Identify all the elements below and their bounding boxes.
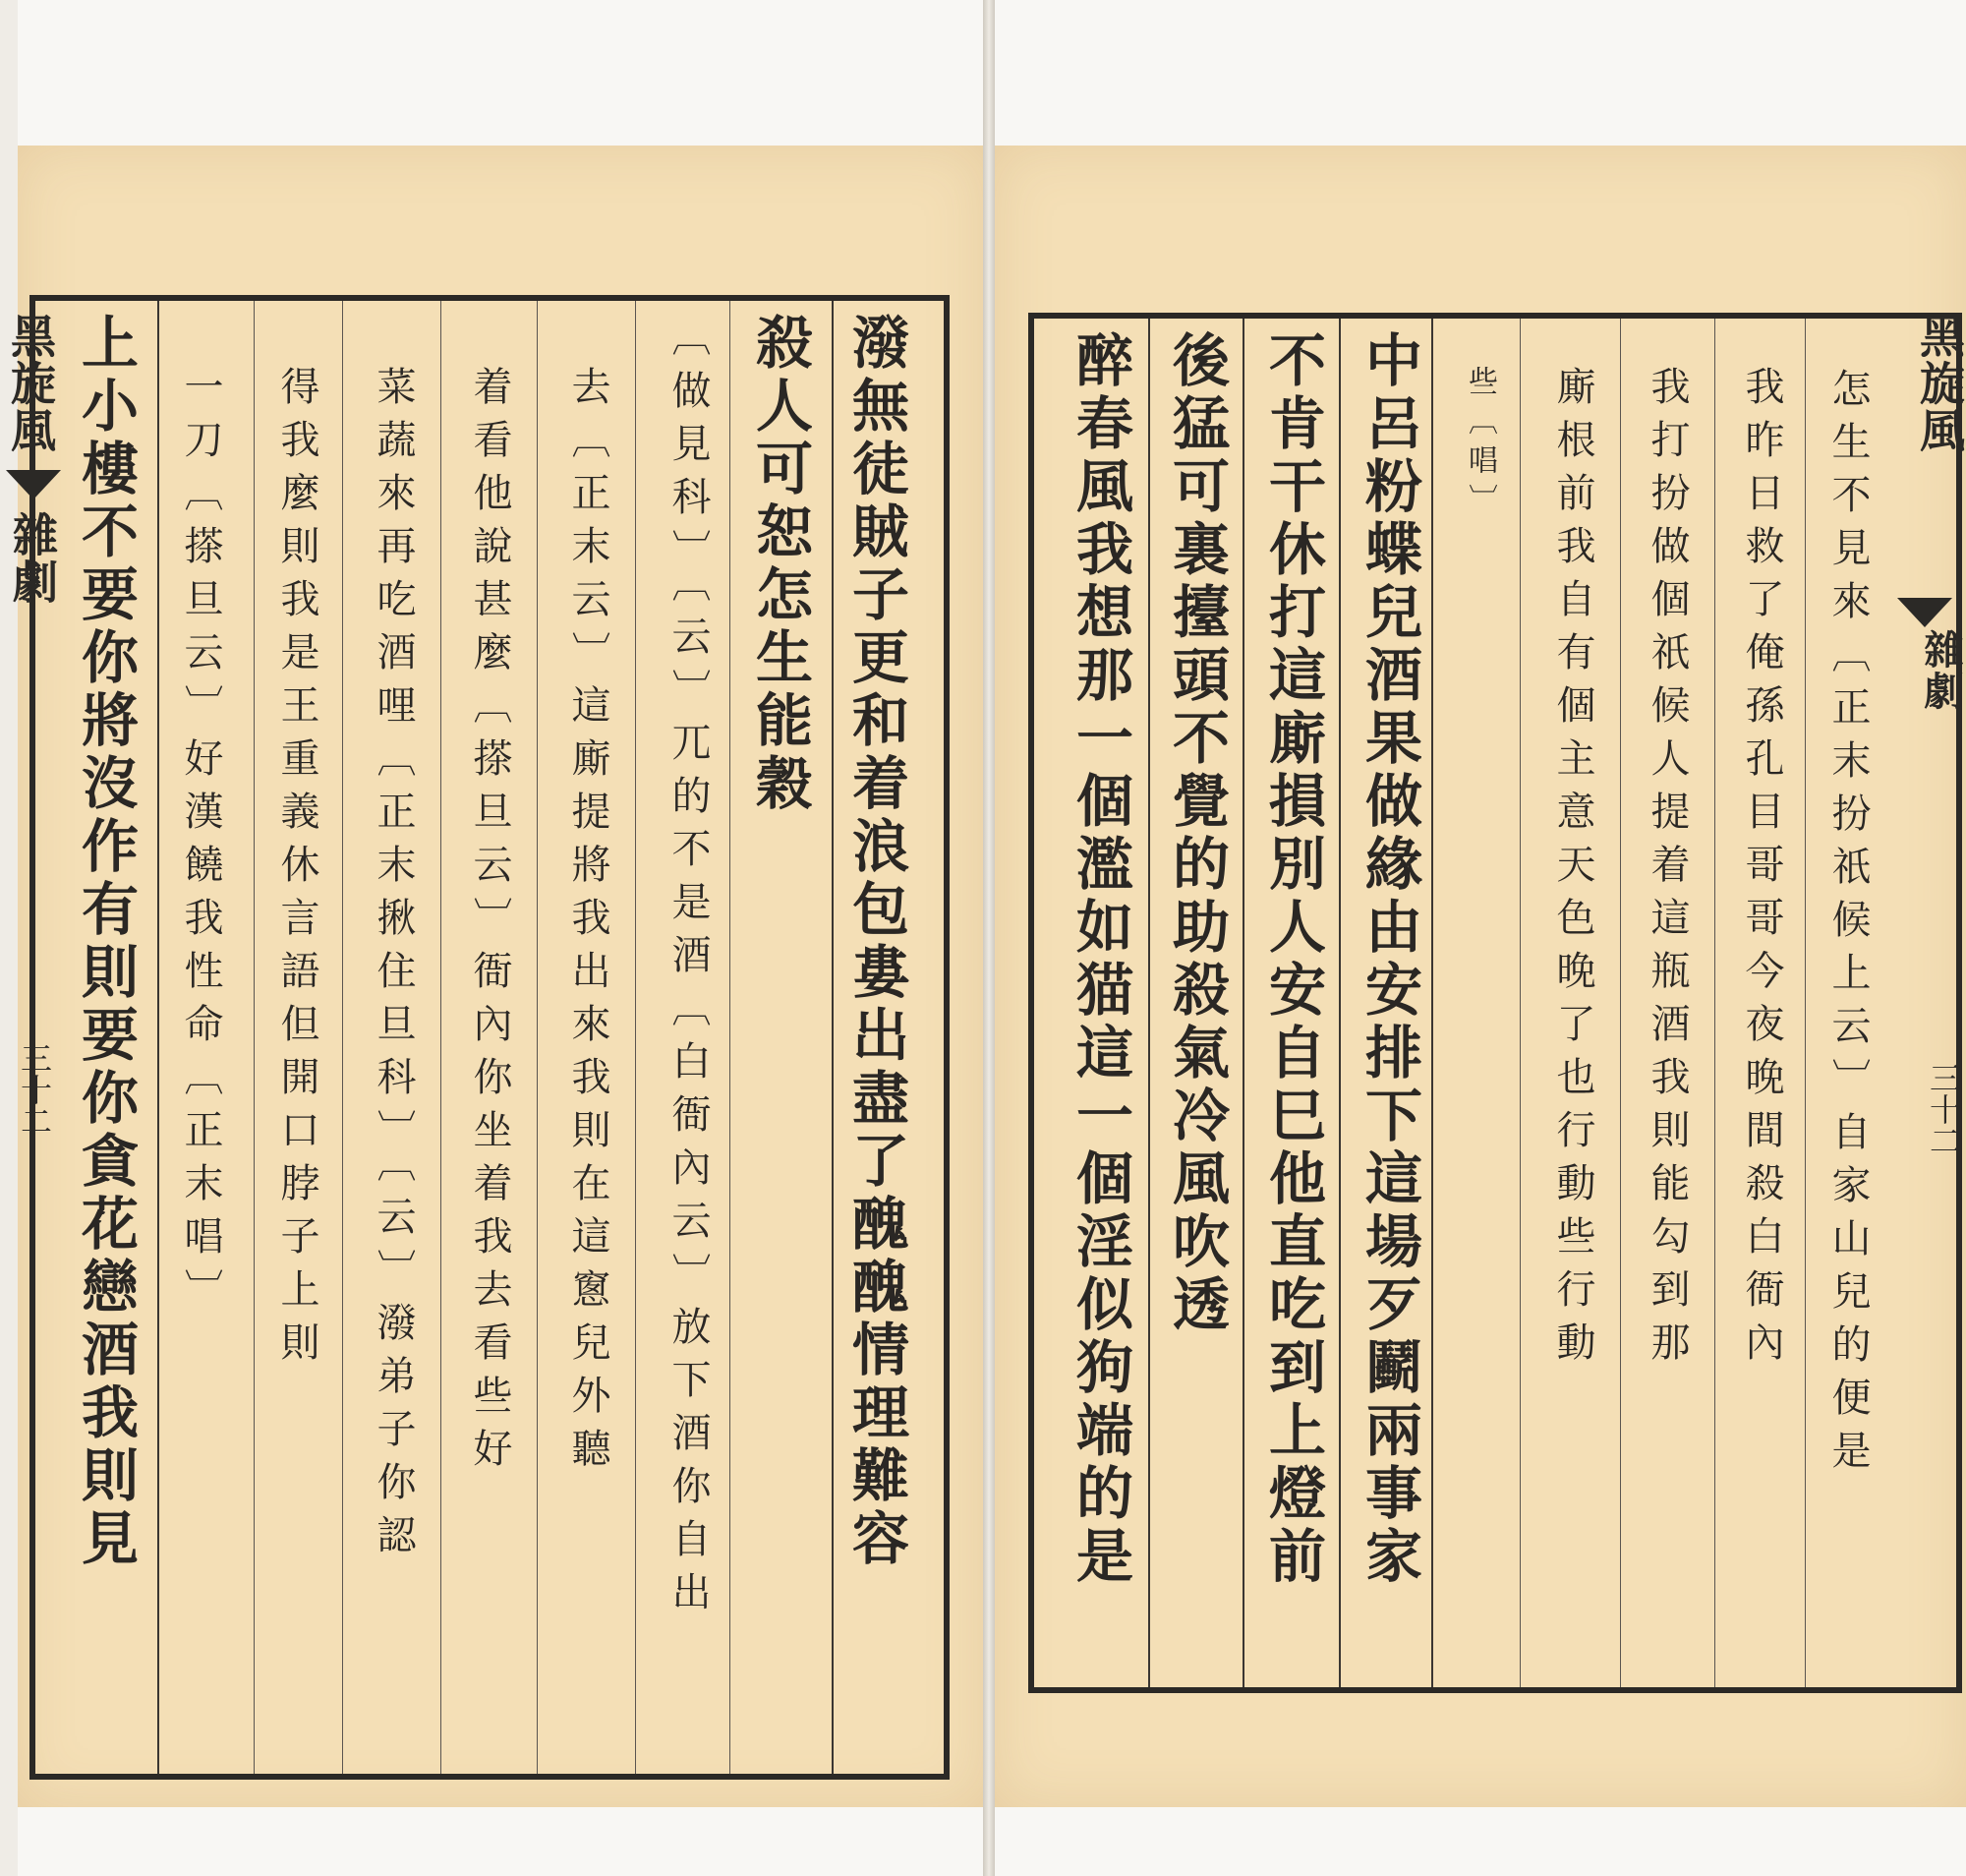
text-column: 着看他說甚麼〔搽旦云〕衙內你坐着我去看些好: [467, 366, 512, 1481]
page-number: 三十二: [16, 1042, 53, 1137]
margin-subtitle: 雜劇: [1918, 629, 1964, 712]
text-column: 一刀〔搽旦云〕好漢饒我性命〔正末唱〕: [178, 366, 223, 1321]
text-column: 殺人可恕怎生能穀: [746, 313, 813, 816]
text-column: 上小樓不要你將沒作有則要你貪花戀酒我則見: [72, 313, 139, 1571]
column-rule: [832, 301, 834, 1774]
column-rule: [440, 301, 441, 1774]
column-rule: [729, 301, 730, 1774]
text-column: 醉春風我想那一個濫如猫這一個淫似狗端的是: [1067, 330, 1133, 1589]
fish-tail-mark: [1897, 598, 1952, 627]
text-column: 得我麼則我是王重義休言語但開口脖子上則: [274, 366, 319, 1375]
column-rule: [1714, 319, 1715, 1687]
column-rule: [1805, 319, 1806, 1687]
column-rule: [254, 301, 255, 1774]
text-column: 不肯干休打這廝損別人安自巳他直吃到上燈前: [1259, 330, 1326, 1589]
column-rule: [1431, 319, 1433, 1687]
text-column: 我打扮做個祇候人提着這瓶酒我則能勾到那: [1645, 366, 1690, 1375]
text-column: 怎生不見來〔正末扮祇候上云〕自家山兒的便是: [1825, 368, 1871, 1483]
text-column: 潑無徒賊子更和着浪包婁出盡了醜醜情理難容: [842, 313, 909, 1571]
margin-title: 黑旋風: [1913, 313, 1966, 454]
column-rule: [1339, 319, 1341, 1687]
text-column: 些〔唱〕: [1463, 366, 1497, 523]
margin-title: 黑旋風: [4, 313, 57, 454]
column-rule: [1243, 319, 1244, 1687]
margin-subtitle: 雜劇: [6, 511, 59, 606]
top-margin-right: [995, 0, 1966, 146]
text-column: 去〔正末云〕這廝提將我出來我則在這窻兒外聽: [565, 366, 610, 1481]
text-column: 我昨日救了俺孫孔目哥哥今夜晚間殺白衙內: [1739, 366, 1784, 1375]
top-margin-left: [18, 0, 983, 146]
column-rule: [537, 301, 538, 1774]
bottom-margin-right: [995, 1807, 1966, 1876]
column-rule: [635, 301, 636, 1774]
fish-tail-mark: [6, 470, 61, 499]
page-number: 三十二: [1925, 1062, 1962, 1156]
bottom-margin-left: [18, 1807, 983, 1876]
text-column: 菜蔬來再吃酒哩〔正末揪住旦科〕〔云〕潑弟子你認: [371, 366, 416, 1567]
column-rule: [157, 301, 159, 1774]
text-column: 〔做見科〕〔云〕兀的不是酒〔白衙內云〕放下酒你自出: [665, 317, 711, 1624]
text-column: 中呂粉蝶兒酒果做緣由安排下這場歹鬬兩事家: [1356, 330, 1422, 1589]
column-rule: [1520, 319, 1521, 1687]
column-rule: [1148, 319, 1150, 1687]
text-column: 廝根前我自有個主意天色晚了也行動些行動: [1550, 366, 1595, 1375]
book-spine: [983, 0, 995, 1876]
column-rule: [1620, 319, 1621, 1687]
column-rule: [342, 301, 343, 1774]
text-column: 後猛可裏擡頭不覺的助殺氣冷風吹透: [1163, 330, 1230, 1337]
